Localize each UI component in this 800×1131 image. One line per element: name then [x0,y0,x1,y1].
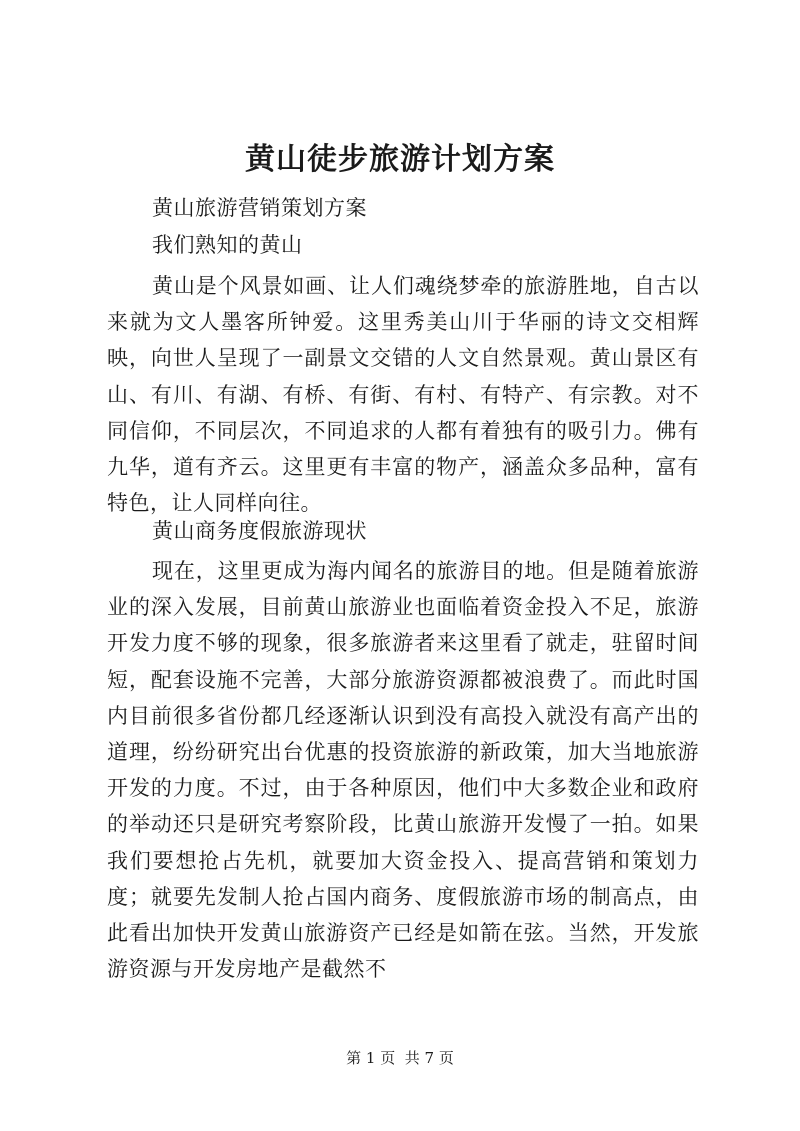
section-heading-marketing-plan: 黄山旅游营销策划方案 [152,196,367,220]
page-number-footer: 第 1 页 共 7 页 [346,1049,454,1067]
section-heading-business-tourism-status: 黄山商务度假旅游现状 [152,519,367,543]
paragraph-huangshan-intro: 黄山是个风景如画、让人们魂绕梦牵的旅游胜地，自古以来就为文人墨客所钟爱。这里秀美山川于华丽的诗文交相辉映，向世人呈现了一副景文交错的人文自然景观。黄山景区有山、有川、有湖、有桥、有街、有村、有特产、有宗教。对不同信仰，不同层次，不同追求的人都有着独有的吸引力。佛有九华，道有齐云。这里更有丰富的物产，涵盖众多品种，富有特色，让人同样向往。 [107,274,699,516]
section-heading-familiar-huangshan: 我们熟知的黄山 [152,233,303,257]
document-title: 黄山徒步旅游计划方案 [245,142,555,177]
paragraph-current-status: 现在，这里更成为海内闻名的旅游目的地。但是随着旅游业的深入发展，目前黄山旅游业也面临着资金投入不足，旅游开发力度不够的现象，很多旅游者来这里看了就走，驻留时间短，配套设施不完善，大部分旅游资源都被浪费了。而此时国内目前很多省份都几经逐渐认识到没有高投入就没有高产出的道理，纷纷研究出台优惠的投资旅游的新政策，加大当地旅游开发的力度。不过，由于各种原因，他们中大多数企业和政府的举动还只是研究考察阶段，比黄山旅游开发慢了一拍。如果我们要想抢占先机，就要加大资金投入、提高营销和策划力度；就要先发制人抢占国内商务、度假旅游市场的制高点，由此看出加快开发黄山旅游资产已经是如箭在弦。当然，开发旅游资源与开发房地产是截然不 [107,559,699,982]
